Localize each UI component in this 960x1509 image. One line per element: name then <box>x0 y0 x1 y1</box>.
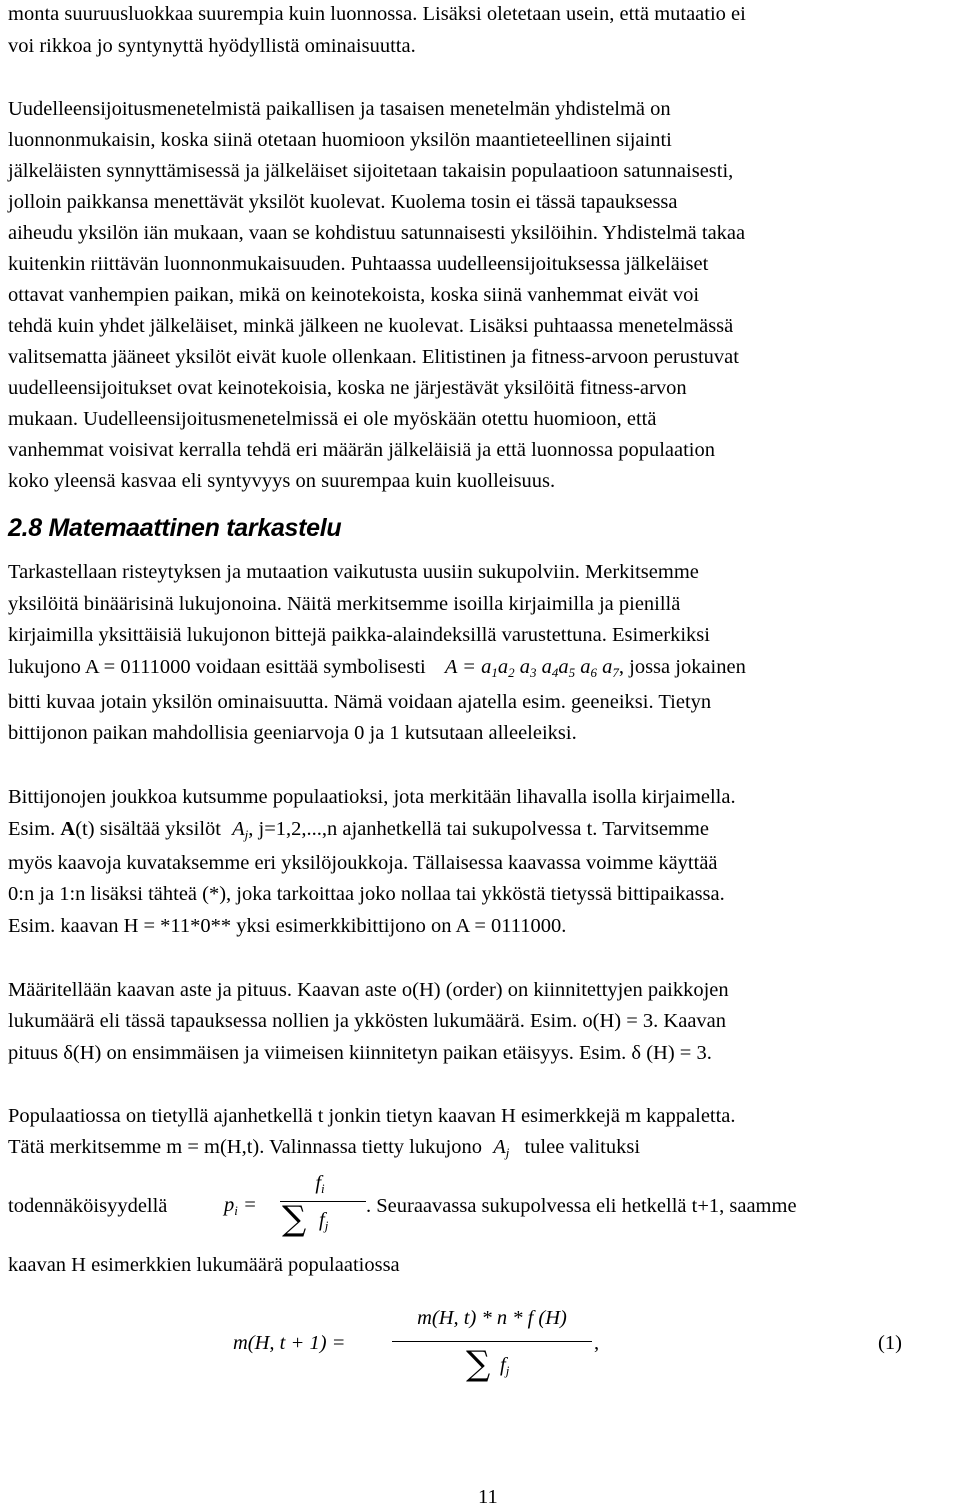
sigma-symbol: ∑ <box>466 1344 491 1384</box>
text-line: kirjaimilla yksittäisiä lukujonon bittejä paikka-alaindeksillä varustettuna. Esimerkiksi <box>8 624 710 646</box>
text-line: Bittijonojen joukkoa kutsumme populaatioksi, jota merkitään lihavalla isolla kirjaimella. <box>8 786 736 808</box>
text-line: Määritellään kaavan aste ja pituus. Kaavan aste o(H) (order) on kiinnitettyjen paikkojen <box>8 979 729 1001</box>
formula-subscript: j <box>505 1363 510 1378</box>
text-line: koko yleensä kasvaa eli syntyvyys on suurempaa kuin kuolleisuus. <box>8 470 556 492</box>
text-span: . Seuraavassa sukupolvessa eli hetkellä t+1, saamme <box>366 1195 797 1217</box>
text-line: aiheudu yksilön iän mukaan, vaan se kohdistuu satunnaisesti yksilöihin. Yhdistelmä takaa <box>8 222 746 244</box>
text-line: monta suuruusluokkaa suurempia kuin luonnossa. Lisäksi oletetaan usein, että mutaatio ei <box>8 3 746 25</box>
text-span: Tätä merkitsemme m = m(H,t). Valinnassa tietty lukujono <box>8 1136 483 1158</box>
text-span: (t) sisältää yksilöt <box>75 818 221 840</box>
text-line: Esim. kaavan H = *11*0** yksi esimerkkibittijono on A = 0111000. <box>8 915 567 937</box>
text-line: Uudelleensijoitusmenetelmistä paikallisen ja tasaisen menetelmän yhdistelmä on <box>8 98 671 120</box>
text-line: Tarkastellaan risteytyksen ja mutaation vaikutusta uusiin sukupolviin. Merkitsemme <box>8 561 699 583</box>
text-line: luonnonmukaisin, koska siinä otetaan huomioon yksilön maantieteellinen sijainti <box>8 129 672 151</box>
equation-trailing-comma: , <box>594 1332 600 1354</box>
variable-letter: A <box>232 818 245 840</box>
inline-variable <box>493 1136 509 1158</box>
text-line: 0:n ja 1:n lisäksi tähteä (*), joka tarkoittaa joko nollaa tai ykköstä tietyssä bittipaikassa. <box>8 883 725 905</box>
text-line: jälkeläisten synnyttämisessä ja jälkeläiset sijoitetaan takaisin populaatioon satunnaisesti, <box>8 160 734 182</box>
text-line: valitsematta jääneet yksilöt eivät kuole ollenkaan. Elitistinen ja fitness-arvoon perustuvat <box>8 346 739 368</box>
bold-symbol: A <box>60 818 76 840</box>
text-line-with-formula <box>8 1135 640 1159</box>
text-line: kuitenkin riittävän luonnonmukaisuuden. Puhtaassa uudelleensijoituksessa jälkeläiset <box>8 253 709 275</box>
text-span: , j=1,2,...,n ajanhetkellä tai sukupolvessa t. Tarvitsemme <box>248 818 709 840</box>
variable-subscript: j <box>505 1145 510 1160</box>
equation-numerator: m(H, t) * n * f (H) <box>417 1307 567 1329</box>
probability-lhs: $p_i$ = <box>224 1194 257 1218</box>
section-heading: 2.8 Matemaattinen tarkastelu <box>8 514 342 542</box>
text-line: ottavat vanhempien paikan, mikä on keinotekoista, koska siinä vanhemmat eivät voi <box>8 284 700 306</box>
variable-subscript: j <box>244 827 249 842</box>
text-span: Esim. <box>8 818 56 840</box>
text-line: uudelleensijoitukset ovat keinotekoisia, koska ne järjestävät yksilöitä fitness-arvon <box>8 377 687 399</box>
text-line: jolloin paikkansa menettävät yksilöt kuolevat. Kuolema tosin ei tässä tapauksessa <box>8 191 678 213</box>
equation-lhs: m(H, t + 1) = <box>233 1332 346 1354</box>
equation-denominator <box>500 1354 509 1377</box>
text-line: mukaan. Uudelleensijoitusmenetelmissä ei ole myöskään otettu huomioon, että <box>8 408 657 430</box>
sigma-symbol: ∑ <box>282 1199 307 1239</box>
text-span: tulee valituksi <box>524 1136 641 1158</box>
text-line: vanhemmat voisivat kerralla tehdä eri määrän jälkeläisiä ja että luonnossa populaation <box>8 439 715 461</box>
page-number: 11 <box>478 1486 498 1508</box>
probability-numerator <box>300 1172 340 1195</box>
text-line-with-formula <box>8 817 709 841</box>
text-span: lukujono A = 0111000 voidaan esittää symbolisesti <box>8 656 426 678</box>
text-line: Populaatiossa on tietyllä ajanhetkellä t jonkin tietyn kaavan H esimerkkejä m kappaletta. <box>8 1105 736 1127</box>
text-line: myös kaavoja kuvataksemme eri yksilöjoukkoja. Tällaisessa kaavassa voimme käyttää <box>8 852 718 874</box>
text-line: yksilöitä binäärisinä lukujonoina. Näitä merkitsemme isoilla kirjaimilla ja pienillä <box>8 593 681 615</box>
text-line: voi rikkoa jo syntynyttä hyödyllistä ominaisuutta. <box>8 35 416 57</box>
text-line: lukumäärä eli tässä tapauksessa nollien ja ykkösten lukumäärä. Esim. o(H) = 3. Kaavan <box>8 1010 727 1032</box>
formula-subscript: i <box>321 1181 325 1196</box>
formula-symbol: f <box>315 1172 322 1194</box>
text-line-with-formula <box>8 655 746 679</box>
formula-subscript: i <box>234 1203 238 1218</box>
text-line: bitti kuvaa jotain yksilön ominaisuutta. Nämä voidaan ajatella esim. geeneiksi. Tietyn <box>8 691 712 713</box>
text-line: tehdä kuin yhdet jälkeläiset, minkä jälkeen ne kuolevat. Lisäksi puhtaassa menetelmässä <box>8 315 734 337</box>
inline-variable <box>232 818 248 840</box>
probability-denominator <box>319 1209 328 1232</box>
text-line: kaavan H esimerkkien lukumäärä populaatiossa <box>8 1254 400 1276</box>
inline-formula: $A = a_1a_2$ $a_3$ $a_4a_5$ $a_6$ $a_7$ <box>444 656 619 680</box>
formula-symbol: p <box>224 1194 235 1216</box>
text-line: bittijonon paikan mahdollisia geeniarvoja 0 ja 1 kutsutaan alleeleiksi. <box>8 722 577 744</box>
formula-subscript: j <box>324 1218 329 1233</box>
text-span: , jossa jokainen <box>618 656 746 678</box>
formula-symbol: f <box>319 1209 325 1231</box>
text-line: pituus δ(H) on ensimmäisen ja viimeisen kiinnitetyn paikan etäisyys. Esim. δ (H) = 3. <box>8 1042 712 1064</box>
formula-symbol: f <box>500 1354 506 1376</box>
fraction-bar <box>392 1341 592 1342</box>
text-span: todennäköisyydellä <box>8 1195 168 1217</box>
equation-number: (1) <box>878 1332 902 1354</box>
variable-letter: A <box>493 1136 506 1158</box>
